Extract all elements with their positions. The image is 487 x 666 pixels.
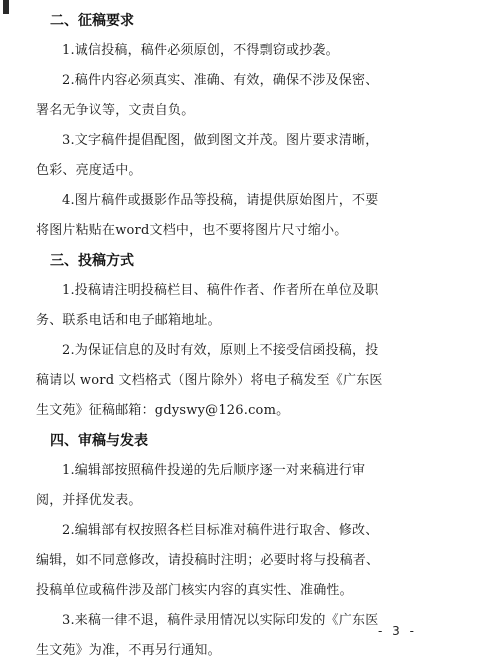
paragraph-line: 务、联系电话和电子邮箱地址。 <box>36 313 221 328</box>
paragraph-submission-details <box>36 276 460 336</box>
paragraph-line-with-email: 生文苑》征稿邮箱：gdyswy@126.com。 <box>36 403 290 418</box>
scan-edge-mark <box>3 0 9 14</box>
paragraph-line: 3.来稿一律不退，稿件录用情况以实际印发的《广东医 <box>62 613 379 628</box>
paragraph-line: 2.编辑部有权按照各栏目标准对稿件进行取舍、修改、 <box>62 523 379 538</box>
paragraph-email-submission <box>36 336 460 426</box>
paragraph-illustrations <box>36 126 460 186</box>
paragraph-line: 署名无争议等，文责自负。 <box>36 103 195 118</box>
paragraph-review-order <box>36 456 460 516</box>
paragraph-authenticity <box>36 66 460 126</box>
section-heading-requirements: 二、征稿要求 <box>50 13 134 29</box>
paragraph-line: 2.为保证信息的及时有效，原则上不接受信函投稿，投 <box>62 343 379 358</box>
paragraph-line: 投稿单位或稿件涉及部门核实内容的真实性、准确性。 <box>36 583 353 598</box>
paragraph-line: 1.投稿请注明投稿栏目、稿件作者、作者所在单位及职 <box>62 283 379 298</box>
section-heading-review-publication: 四、审稿与发表 <box>50 433 148 449</box>
paragraph-line: 阅，并择优发表。 <box>36 493 142 508</box>
page-number: - 3 - <box>378 624 417 638</box>
paragraph-line: 2.稿件内容必须真实、准确、有效，确保不涉及保密、 <box>62 73 379 88</box>
document-body <box>36 6 460 666</box>
paragraph-line: 1.诚信投稿，稿件必须原创，不得剽窃或抄袭。 <box>62 43 339 58</box>
paragraph-line: 将图片粘贴在word文档中，也不要将图片尺寸缩小。 <box>36 223 348 238</box>
paragraph-originality <box>36 36 460 66</box>
paragraph-line: 4.图片稿件或摄影作品等投稿，请提供原始图片，不要 <box>62 193 379 208</box>
paragraph-editing-rights <box>36 516 460 606</box>
paragraph-line: 3.文字稿件提倡配图，做到图文并茂。图片要求清晰， <box>62 133 379 148</box>
paragraph-line: 色彩、亮度适中。 <box>36 163 142 178</box>
section-heading-submission-method: 三、投稿方式 <box>50 253 134 269</box>
paragraph-line: 稿请以 word 文档格式（图片除外）将电子稿发至《广东医 <box>36 373 383 388</box>
paragraph-image-submissions <box>36 186 460 246</box>
paragraph-line: 1.编辑部按照稿件投递的先后顺序逐一对来稿进行审 <box>62 463 366 478</box>
paragraph-line: 编辑，如不同意修改，请投稿时注明；必要时将与投稿者、 <box>36 553 380 568</box>
paragraph-line: 生文苑》为准，不再另行通知。 <box>36 643 221 658</box>
